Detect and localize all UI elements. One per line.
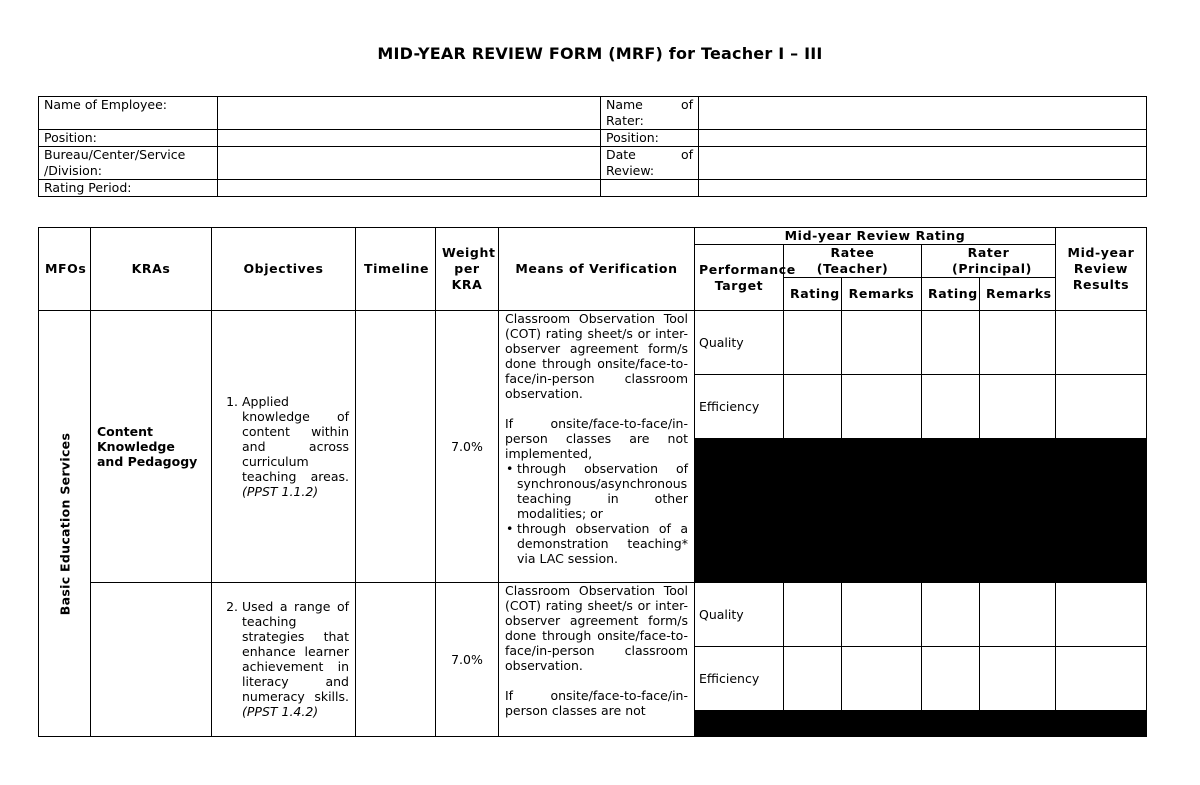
header-objectives: Objectives [212,228,356,311]
results-efficiency-1[interactable] [1056,375,1147,439]
rater-rating-efficiency-2[interactable] [922,647,980,711]
label-position-rater: Position: [601,130,699,147]
header-rater-rating: Rating [922,278,980,311]
header-ratee-remarks: Remarks [842,278,922,311]
ratee-rating-quality-1[interactable] [784,311,842,375]
shaded-block-1 [695,439,1147,583]
label-name-of-employee: Name of Employee: [39,97,218,130]
header-mfos: MFOs [39,228,91,311]
employee-info-table [38,96,1147,197]
weight-1: 7.0% [436,311,499,583]
means-of-verification-2 [499,583,695,737]
field-date-of-review[interactable] [699,147,1147,180]
objective-2-ppst: (PPST 1.4.2) [242,704,319,719]
objective-2-text: 2. Used a range of teaching strategies that enhance learner achievement in literacy and numeracy skills. (PPST 1.4.2) [242,599,349,719]
label-rating-period: Rating Period: [39,180,218,197]
header-midyear-review-rating: Mid-year Review Rating [695,228,1056,245]
kra-cell: Content Knowledge and Pedagogy [91,311,212,583]
label-position-employee: Position: [39,130,218,147]
header-ratee: Ratee (Teacher) [784,245,922,278]
target-efficiency-2: Efficiency [695,647,784,711]
objective-1-text: 1. Applied knowledge of content within and across curriculum teaching areas. (PPST 1.1.2) [242,394,349,499]
field-position-rater[interactable] [699,130,1147,147]
review-table [38,227,1147,737]
mfo-label: Basic Education Services [57,432,72,615]
rater-remarks-quality-2[interactable] [980,583,1056,647]
field-rating-period-extra[interactable] [601,180,699,197]
field-position-employee[interactable] [218,130,601,147]
header-weight: Weight per KRA [436,228,499,311]
field-name-of-rater[interactable] [699,97,1147,130]
ratee-remarks-efficiency-1[interactable] [842,375,922,439]
weight-2: 7.0% [436,583,499,737]
label-bureau-line2: /Division: [44,163,102,178]
header-rater: Rater (Principal) [922,245,1056,278]
target-quality-1: Quality [695,311,784,375]
target-quality-2: Quality [695,583,784,647]
ratee-rating-efficiency-2[interactable] [784,647,842,711]
label-name-of-rater: Name of Rater: [601,97,699,130]
field-rating-period[interactable] [218,180,601,197]
field-name-of-employee[interactable] [218,97,601,130]
target-efficiency-1: Efficiency [695,375,784,439]
rater-remarks-quality-1[interactable] [980,311,1056,375]
shaded-block-2 [695,711,1147,737]
ratee-remarks-efficiency-2[interactable] [842,647,922,711]
header-ratee-rating: Rating [784,278,842,311]
label-bureau [39,147,218,180]
ratee-remarks-quality-2[interactable] [842,583,922,647]
ratee-remarks-quality-1[interactable] [842,311,922,375]
objective-1 [212,311,356,583]
header-rater-remarks: Remarks [980,278,1056,311]
mov-1-if: If onsite/face-to-face/in-person classes are not implemented, [505,416,688,461]
results-quality-1[interactable] [1056,311,1147,375]
header-performance-target: Performance Target [695,245,784,311]
timeline-1[interactable] [356,311,436,583]
means-of-verification-1 [499,311,695,583]
ratee-rating-efficiency-1[interactable] [784,375,842,439]
rater-rating-quality-2[interactable] [922,583,980,647]
mov-1-bullet-2: • through observation of a demonstration teaching* via LAC session. [517,521,688,566]
header-midyear-review-results: Mid-year Review Results [1056,228,1147,311]
objective-1-ppst: (PPST 1.1.2) [242,484,319,499]
field-bureau[interactable] [218,147,601,180]
results-efficiency-2[interactable] [1056,647,1147,711]
field-rating-period-extra2[interactable] [699,180,1147,197]
page-title: MID-YEAR REVIEW FORM (MRF) for Teacher I – III [377,44,823,63]
kra-cell-2 [91,583,212,737]
rater-remarks-efficiency-2[interactable] [980,647,1056,711]
mov-1-main: Classroom Observation Tool (COT) rating sheet/s or inter-observer agreement form/s done through onsite/face-to-face/in-person classroom observation. [505,311,688,401]
timeline-2[interactable] [356,583,436,737]
rater-remarks-efficiency-1[interactable] [980,375,1056,439]
label-date-of-review: Date of Review: [601,147,699,180]
results-quality-2[interactable] [1056,583,1147,647]
header-means-of-verification: Means of Verification [499,228,695,311]
mov-2-if: If onsite/face-to-face/in-person classes are not [505,688,688,718]
objective-2 [212,583,356,737]
header-kras: KRAs [91,228,212,311]
rater-rating-quality-1[interactable] [922,311,980,375]
mov-2-main: Classroom Observation Tool (COT) rating sheet/s or inter-observer agreement form/s done through onsite/face-to-face/in-person classroom observation. [505,583,688,673]
header-timeline: Timeline [356,228,436,311]
ratee-rating-quality-2[interactable] [784,583,842,647]
label-bureau-line1: Bureau/Center/Service [44,147,186,162]
mfo-cell [39,311,91,737]
rater-rating-efficiency-1[interactable] [922,375,980,439]
mov-1-bullet-1: • through observation of synchronous/asynchronous teaching in other modalities; or [517,461,688,521]
